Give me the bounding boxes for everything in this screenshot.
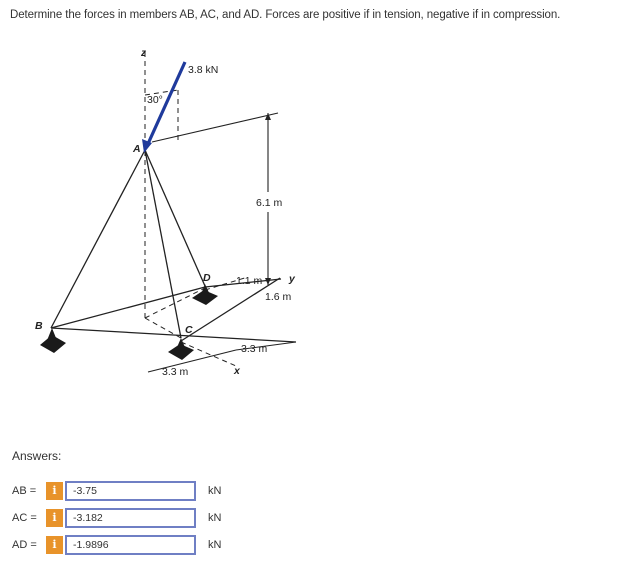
answer-label-ab: AB =: [12, 485, 37, 497]
joint-d-label: D: [203, 272, 211, 284]
answer-row-ac: [0, 508, 260, 530]
answers-label: Answers:: [12, 449, 62, 463]
info-icon[interactable]: i: [46, 482, 63, 500]
support-c: [168, 338, 194, 360]
dimension-3-3-bottom: 3.3 m: [162, 366, 189, 378]
height-dimension: 6.1 m: [256, 197, 283, 209]
member-ab: [51, 150, 145, 328]
dimension-3-3-right: 3.3 m: [241, 343, 268, 355]
angle-label: 30°: [147, 94, 163, 106]
dimension-1-1: 1.1 m: [236, 275, 263, 287]
answer-row-ad: [0, 535, 260, 557]
info-icon[interactable]: i: [46, 536, 63, 554]
answer-input-ac[interactable]: [65, 508, 196, 528]
question-text: Determine the forces in members AB, AC, and AD. Forces are positive if in tension, negative if in compression.: [10, 9, 561, 21]
dimension-1-6: 1.6 m: [265, 291, 292, 303]
joint-b-label: B: [35, 320, 43, 332]
y-axis-label: y: [289, 273, 295, 285]
member-ac: [145, 150, 181, 338]
answer-input-ab[interactable]: [65, 481, 196, 501]
answer-row-ab: [0, 481, 260, 503]
member-ad: [145, 150, 205, 286]
answer-label-ad: AD =: [12, 539, 37, 551]
joint-a-label: A: [133, 143, 141, 155]
z-axis-label: z: [141, 48, 146, 59]
answer-unit-ab: kN: [208, 485, 222, 497]
info-icon[interactable]: i: [46, 509, 63, 527]
answer-input-ad[interactable]: [65, 535, 196, 555]
joint-c-label: C: [185, 324, 193, 336]
support-b: [40, 328, 66, 353]
x-axis-label: x: [234, 365, 240, 377]
answer-unit-ad: kN: [208, 539, 222, 551]
answer-label-ac: AC =: [12, 512, 37, 524]
force-label: 3.8 kN: [188, 64, 219, 76]
answer-unit-ac: kN: [208, 512, 222, 524]
